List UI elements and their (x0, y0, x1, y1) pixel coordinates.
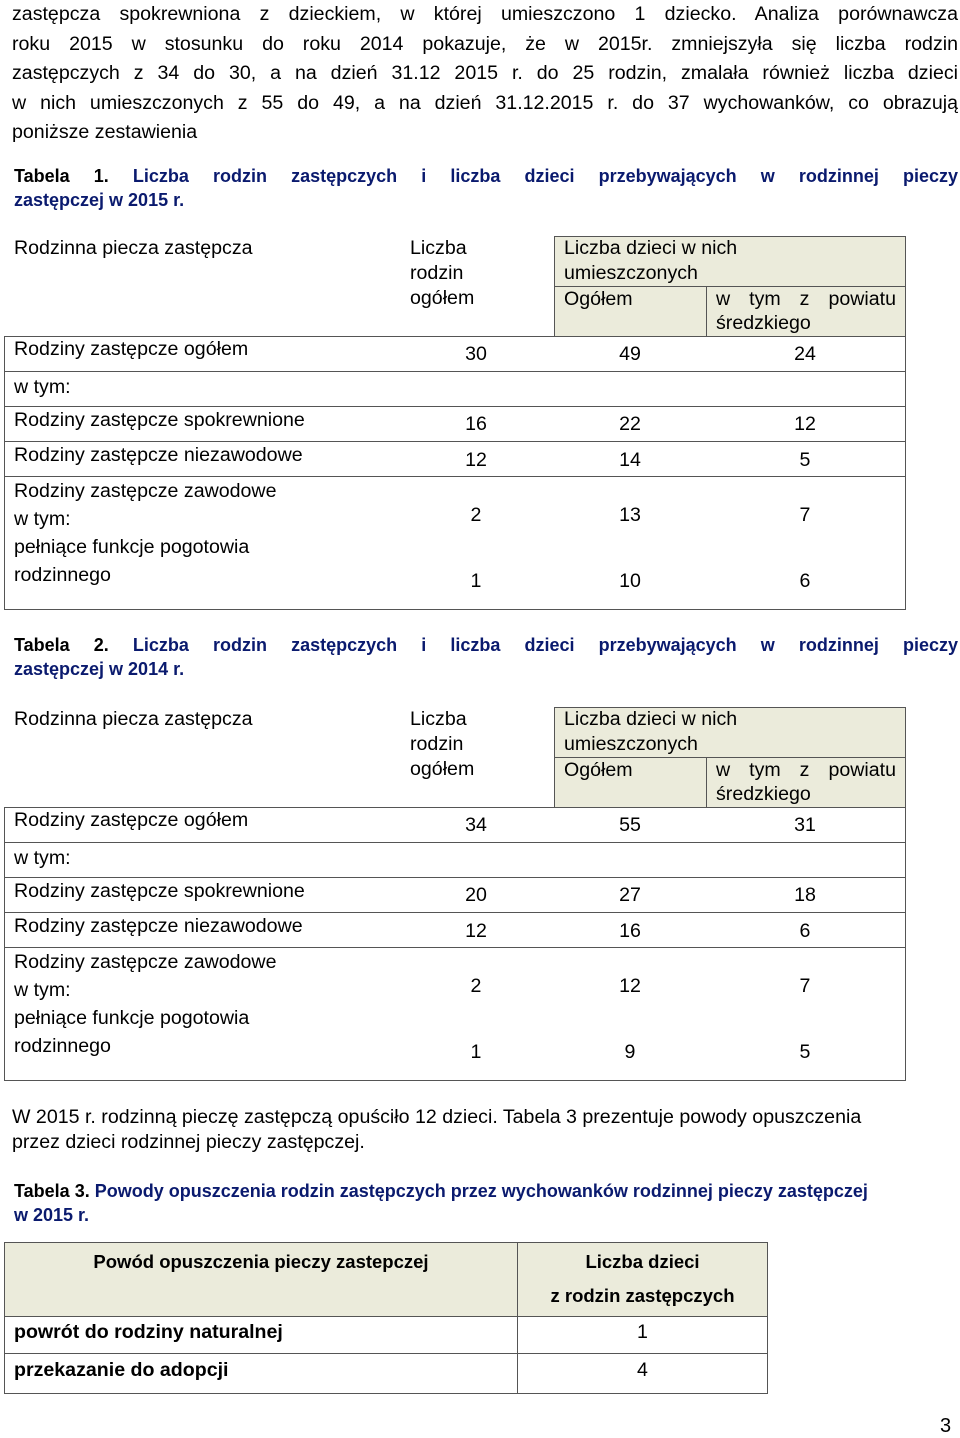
table1-cell-families: 30 (465, 343, 487, 365)
table2-caption-text: Liczba rodzin zastępczych i liczba dzieci przebywających w rodzinnej pieczy (132, 635, 958, 655)
table1-last-label-2: w tym: (14, 508, 71, 530)
table3-caption-text: Powody opuszczenia rodzin zastępczych przez wychowanków rodzinnej pieczy zastępczej (94, 1181, 868, 1201)
table1-cell-children: 22 (619, 413, 641, 435)
table2-cell-children: 16 (619, 920, 641, 942)
summary-line: przez dzieci rodzinnej pieczy zastępczej. (12, 1131, 365, 1153)
table2-caption-text-2: zastępczej w 2014 r. (14, 659, 185, 679)
table1-row-label: Rodziny zastępcze ogółem (14, 338, 249, 360)
table3-caption-label: Tabela 3. (14, 1181, 90, 1201)
table1-last-label-4: rodzinnego (14, 564, 111, 586)
table1-row-label: w tym: (14, 376, 71, 398)
table1-subheader-sredzkiego: średzkiego (716, 312, 811, 334)
table3-caption (14, 1179, 958, 1227)
table2-cell-county: 31 (794, 814, 816, 836)
table1-cell-families: 16 (465, 413, 487, 435)
table1-subheader-ogolem: Ogółem (564, 288, 633, 310)
table1-header-rodzin: rodzin (410, 262, 464, 284)
table1-cell-county: 24 (794, 343, 816, 365)
table2-header-liczba: Liczba (410, 708, 467, 730)
table2-cell-families: 12 (465, 920, 487, 942)
table2-last-label-1: Rodziny zastępcze zawodowe (14, 951, 277, 973)
table1-row-label: Rodziny zastępcze niezawodowe (14, 444, 303, 466)
table2-last-label-4: rodzinnego (14, 1035, 111, 1057)
table1-caption-text-2: zastępczej w 2015 r. (14, 190, 185, 210)
table1-cell-families: 2 (470, 504, 482, 526)
table3-header-count-2: z rodzin zastępczych (550, 1285, 735, 1306)
table2-cell-families: 34 (465, 814, 487, 836)
table2-subheader-ogolem: Ogółem (564, 759, 633, 781)
intro-line: poniższe zestawienia (12, 121, 198, 143)
table3-row-count: 1 (637, 1321, 648, 1343)
table2-row-label: Rodziny zastępcze ogółem (14, 809, 249, 831)
summary-paragraph (12, 1105, 958, 1155)
table2-row-label: w tym: (14, 847, 71, 869)
table2-last-label-2: w tym: (14, 979, 71, 1001)
intro-line: w nich umieszczonych z 55 do 49, a na dzień 31.12.2015 r. do 37 wychowanków, co obrazują (12, 91, 958, 114)
table1-caption-label: Tabela 1. (14, 166, 109, 186)
table3-row-reason: przekazanie do adopcji (14, 1359, 229, 1381)
table2-cell-families: 2 (470, 975, 482, 997)
table2-subheader-powiat: w tym z powiatu (716, 759, 896, 781)
table1-cell-families: 12 (465, 449, 487, 471)
table2-header-piecza: Rodzinna piecza zastępcza (14, 708, 253, 730)
table1-caption-text: Liczba rodzin zastępczych i liczba dzieci przebywających w rodzinnej pieczy (132, 166, 958, 186)
table1-cell-county: 7 (799, 504, 811, 526)
summary-line: W 2015 r. rodzinną pieczę zastępczą opuściło 12 dzieci. Tabela 3 prezentuje powody opuszczenia (12, 1106, 862, 1128)
table2-cell-children: 9 (624, 1041, 636, 1063)
table3-header-reason: Powód opuszczenia pieczy zastepczej (93, 1251, 429, 1272)
table1-subheader-powiat: w tym z powiatu (716, 288, 896, 310)
intro-paragraph (12, 0, 958, 148)
table2-caption (14, 633, 958, 681)
table2-cell-families: 1 (470, 1041, 482, 1063)
table2-header-umieszczonych: umieszczonych (564, 733, 698, 755)
table1-cell-families: 1 (470, 570, 482, 592)
table1-cell-children: 49 (619, 343, 641, 365)
table2-cell-county: 7 (799, 975, 811, 997)
table3-row-reason: powrót do rodziny naturalnej (14, 1321, 283, 1343)
table3-row-count: 4 (637, 1359, 648, 1381)
table2-header-dzieci: Liczba dzieci w nich (564, 708, 738, 730)
table1-cell-children: 13 (619, 504, 641, 526)
table1-cell-county: 5 (799, 449, 811, 471)
table2-last-label-3: pełniące funkcje pogotowia (14, 1007, 250, 1029)
table1-cell-county: 12 (794, 413, 816, 435)
table1-cell-county: 6 (799, 570, 811, 592)
table2-cell-county: 5 (799, 1041, 811, 1063)
intro-line: roku 2015 w stosunku do roku 2014 pokazuje, że w 2015r. zmniejszyła się liczba rodzin (12, 32, 958, 55)
intro-line: zastępczych z 34 do 30, a na dzień 31.12 2015 r. do 25 rodzin, zmalała również liczba dzieci (12, 62, 958, 84)
table1-header-dzieci: Liczba dzieci w nich (564, 237, 738, 259)
table3-caption-text-2: w 2015 r. (14, 1205, 90, 1225)
table2-cell-children: 55 (619, 814, 641, 836)
table1-header-ogolem: ogółem (410, 287, 475, 309)
table1-header-liczba: Liczba (410, 237, 467, 259)
table1-last-label-3: pełniące funkcje pogotowia (14, 536, 250, 558)
table2-header-ogolem: ogółem (410, 758, 475, 780)
table2-caption-label: Tabela 2. (14, 635, 109, 655)
table1-cell-children: 10 (619, 570, 641, 592)
table2-cell-families: 20 (465, 884, 487, 906)
table2-subheader-sredzkiego: średzkiego (716, 783, 811, 805)
table2-row-label: Rodziny zastępcze niezawodowe (14, 915, 303, 937)
table2-cell-children: 12 (619, 975, 641, 997)
table1-last-label-1: Rodziny zastępcze zawodowe (14, 480, 277, 502)
table2-row-label: Rodziny zastępcze spokrewnione (14, 880, 305, 902)
table2-header-rodzin: rodzin (410, 733, 464, 755)
table1-row-label: Rodziny zastępcze spokrewnione (14, 409, 305, 431)
intro-line: zastępcza spokrewniona z dzieckiem, w której umieszczono 1 dziecko. Analiza porównawcza (12, 3, 958, 25)
table1-header-piecza: Rodzinna piecza zastępcza (14, 237, 253, 259)
table3-header-count-1: Liczba dzieci (585, 1251, 700, 1272)
table2-cell-children: 27 (619, 884, 641, 906)
table1-caption (14, 164, 958, 212)
table2-cell-county: 6 (799, 920, 811, 942)
table1-cell-children: 14 (619, 449, 641, 471)
table1-header-umieszczonych: umieszczonych (564, 262, 698, 284)
page-number: 3 (940, 1415, 952, 1437)
table2-cell-county: 18 (794, 884, 816, 906)
